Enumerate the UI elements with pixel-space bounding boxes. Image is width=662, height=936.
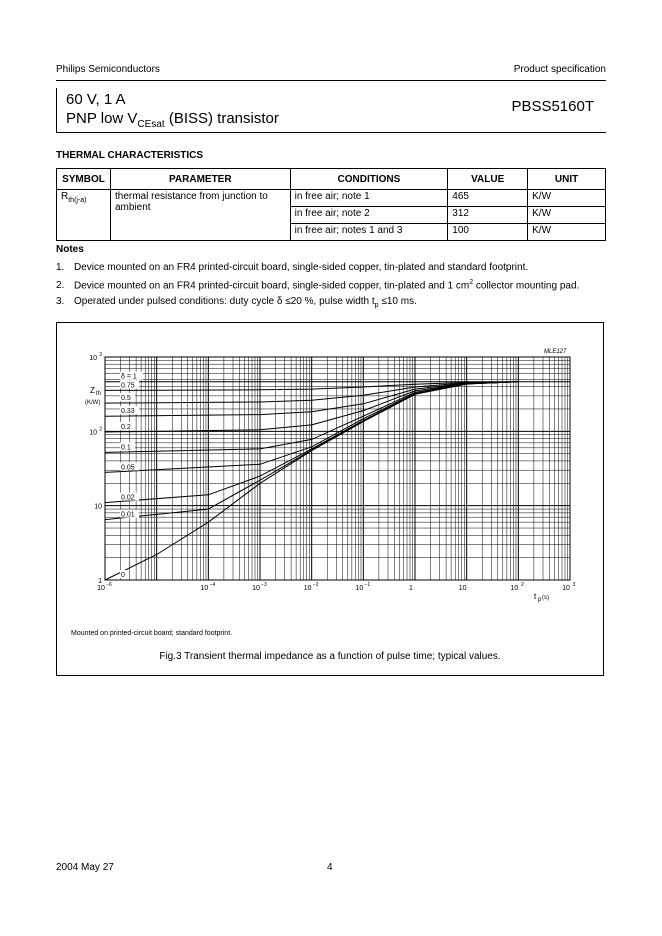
x-tick-exponent: −2 bbox=[312, 582, 319, 588]
x-tick-exponent: −4 bbox=[209, 582, 216, 588]
series-label: δ = 1 bbox=[121, 373, 137, 381]
y-axis-label: Z bbox=[90, 386, 95, 395]
y-axis-unit: (K/W) bbox=[85, 400, 101, 406]
value-cell: 100 bbox=[448, 224, 528, 241]
y-tick-exponent: 2 bbox=[99, 426, 102, 433]
parameter-cell: thermal resistance from junction to ambient bbox=[110, 190, 290, 241]
x-tick-exponent: 2 bbox=[520, 582, 524, 588]
title-bottom-rule bbox=[56, 132, 606, 133]
x-axis-label-sub: p bbox=[538, 597, 542, 603]
y-tick-label: 10 bbox=[89, 355, 97, 362]
condition-cell: in free air; note 1 bbox=[290, 190, 448, 207]
figure-footnote: Mounted on printed-circuit board; standard footprint. bbox=[71, 630, 233, 637]
header-doc-type: Product specification bbox=[513, 64, 606, 75]
figure-frame bbox=[56, 322, 604, 676]
series-label: 0.1 bbox=[121, 444, 131, 452]
series-label: 0.05 bbox=[121, 464, 135, 472]
y-tick-label: 1 bbox=[98, 578, 102, 585]
page-number: 4 bbox=[327, 862, 333, 873]
x-tick-label: 10 bbox=[252, 585, 260, 592]
series-label: 0 bbox=[121, 572, 125, 579]
x-tick-exponent: 3 bbox=[572, 582, 576, 588]
y-tick-exponent: 3 bbox=[99, 352, 102, 358]
table-row bbox=[57, 190, 606, 207]
x-axis-label: t bbox=[534, 592, 537, 601]
note-3: 3. Operated under pulsed conditions: duty cycle δ ≤20 %, pulse width $t_p \le 10$ ms. bbox=[56, 296, 417, 309]
condition-cell: in free air; notes 1 and 3 bbox=[290, 224, 448, 241]
section-title: THERMAL CHARACTERISTICS bbox=[56, 150, 204, 161]
unit-cell: K/W bbox=[528, 190, 606, 207]
table-header-row bbox=[57, 169, 606, 190]
symbol-cell: $R_{th(j-a)}$ bbox=[57, 190, 111, 241]
x-tick-label: 10 bbox=[355, 585, 364, 592]
x-tick-label: 10 bbox=[458, 585, 467, 592]
notes-heading: Notes bbox=[56, 244, 84, 255]
value-cell: 465 bbox=[448, 190, 528, 207]
x-tick-exponent: −6 bbox=[106, 582, 112, 588]
product-title-line2: PNP low $V_{CEsat}$ (BISS) transistor bbox=[66, 110, 279, 130]
series-label: 0.2 bbox=[121, 423, 131, 431]
value-cell: 312 bbox=[448, 207, 528, 224]
header-rule bbox=[56, 80, 606, 81]
y-axis-label-sub: th bbox=[96, 391, 102, 397]
header-company: Philips Semiconductors bbox=[56, 64, 160, 75]
note-2: 2. Device mounted on an FR4 printed-circuit board, single-sided copper, tin-plated and 1 $cm^2$ collector mounting pad. bbox=[56, 279, 580, 292]
series-label: 0.33 bbox=[121, 408, 135, 416]
x-tick-label: 10 bbox=[303, 585, 312, 592]
thermal-table bbox=[56, 168, 606, 241]
x-tick-label: 10 bbox=[200, 585, 209, 592]
x-tick-exponent: −1 bbox=[364, 582, 371, 588]
chart-series bbox=[105, 382, 570, 580]
part-number: PBSS5160T bbox=[511, 98, 594, 115]
chart-labels bbox=[85, 352, 576, 603]
thermal-impedance-chart bbox=[57, 323, 603, 675]
unit-cell: K/W bbox=[528, 224, 606, 241]
y-tick-label: 10 bbox=[94, 503, 102, 511]
col-value: VALUE bbox=[448, 169, 528, 190]
series-label: 0.02 bbox=[121, 494, 135, 502]
x-tick-label: 10 bbox=[510, 585, 519, 592]
x-tick-exponent: −3 bbox=[261, 582, 267, 588]
unit-cell: K/W bbox=[528, 207, 606, 224]
x-axis-unit: (s) bbox=[542, 595, 549, 601]
col-symbol: SYMBOL bbox=[57, 169, 111, 190]
title-left-rule bbox=[56, 88, 57, 132]
x-tick-label: 10 bbox=[97, 585, 105, 592]
figure-caption: Fig.3 Transient thermal impedance as a function of pulse time; typical values. bbox=[159, 651, 501, 662]
col-conditions: CONDITIONS bbox=[290, 169, 448, 190]
figure-code: MLE127 bbox=[544, 349, 567, 355]
footer-date: 2004 May 27 bbox=[56, 862, 114, 873]
product-title-line1: 60 V, 1 A bbox=[66, 91, 126, 108]
series-label: 0.75 bbox=[121, 382, 135, 390]
note-1: 1. Device mounted on an FR4 printed-circuit board, single-sided copper, tin-plated and standard footprint. bbox=[56, 262, 529, 273]
condition-cell: in free air; note 2 bbox=[290, 207, 448, 224]
x-tick-label: 1 bbox=[409, 585, 413, 592]
col-unit: UNIT bbox=[528, 169, 606, 190]
series-label: 0.5 bbox=[121, 395, 131, 403]
x-tick-label: 10 bbox=[562, 585, 570, 592]
y-tick-label: 10 bbox=[89, 429, 97, 437]
series-label: 0.01 bbox=[121, 511, 135, 519]
col-parameter: PARAMETER bbox=[110, 169, 290, 190]
